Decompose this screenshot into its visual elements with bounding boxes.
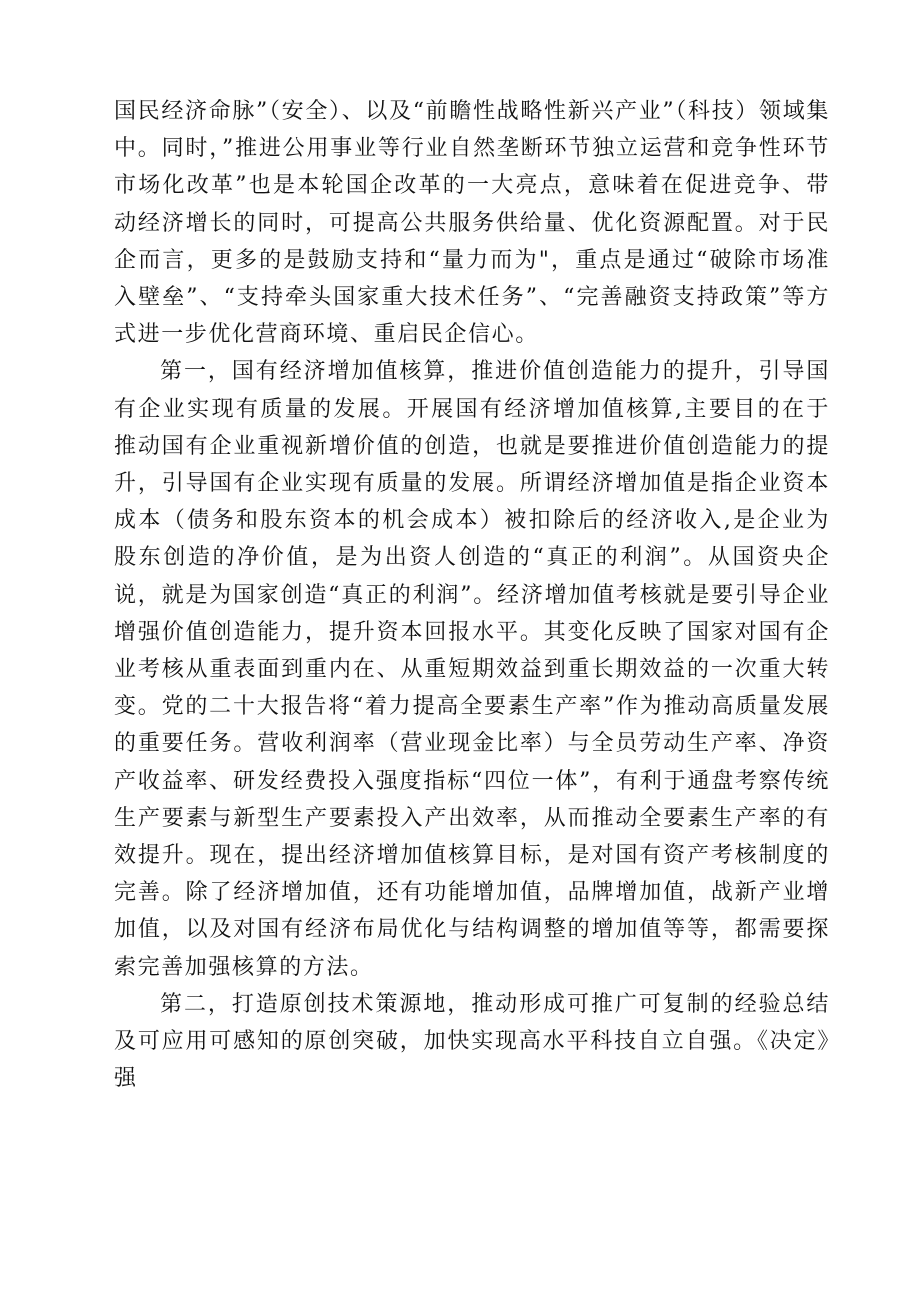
paragraph-first-point: 第一，国有经济增加值核算，推进价值创造能力的提升，引导国有企业实现有质量的发展。开展国有经济增加值核算,主要目的在于推动国有企业重视新增价值的创造，也就是要推进价值创造能力的提升，引导国有企业实现有质量的发展。所谓经济增加值是指企业资本成本（债务和股东资本的机会成本）被扣除后的经济收入,是企业为股东创造的净价值，是为出资人创造的“真正的利润”。从国资央企说，就是为国家创造“真正的利润”。经济增加值考核就是要引导企业增强价值创造能力，提升资本回报水平。其变化反映了国家对国有企业考核从重表面到重内在、从重短期效益到重长期效益的一次重大转变。党的二十大报告将“着力提高全要素生产率”作为推动高质量发展的重要任务。营收利润率（营业现金比率）与全员劳动生产率、净资产收益率、研发经费投入强度指标“四位一体”，有利于通盘考察传统生产要素与新型生产要素投入产出效率，从而推动全要素生产率的有效提升。现在，提出经济增加值核算目标，是对国有资产考核制度的完善。除了经济增加值，还有功能增加值，品牌增加值，战新产业增加值，以及对国有经济布局优化与结构调整的增加值等等，都需要探索完善加强核算的方法。 [114,359,830,980]
paragraph-second-point: 第二，打造原创技术策源地，推动形成可推广可复制的经验总结及可应用可感知的原创突破，加快实现高水平科技自立自强。《决定》强 [114,991,830,1092]
paragraph-continuation: 国民经济命脉”（安全）、以及“前瞻性战略性新兴产业”（科技）领域集中。同时，”推进公用事业等行业自然垄断环节独立运营和竞争性环节市场化改革”也是本轮国企改革的一大亮点，意味着在促进竞争、带动经济增长的同时，可提高公共服务供给量、优化资源配置。对于民企而言，更多的是鼓励支持和“量力而为"，重点是通过“破除市场准入壁垒”、“支持牵头国家重大技术任务”、“完善融资支持政策”等方式进一步优化营商环境、重启民企信心。 [114,99,830,348]
document-page [114,93,830,1097]
